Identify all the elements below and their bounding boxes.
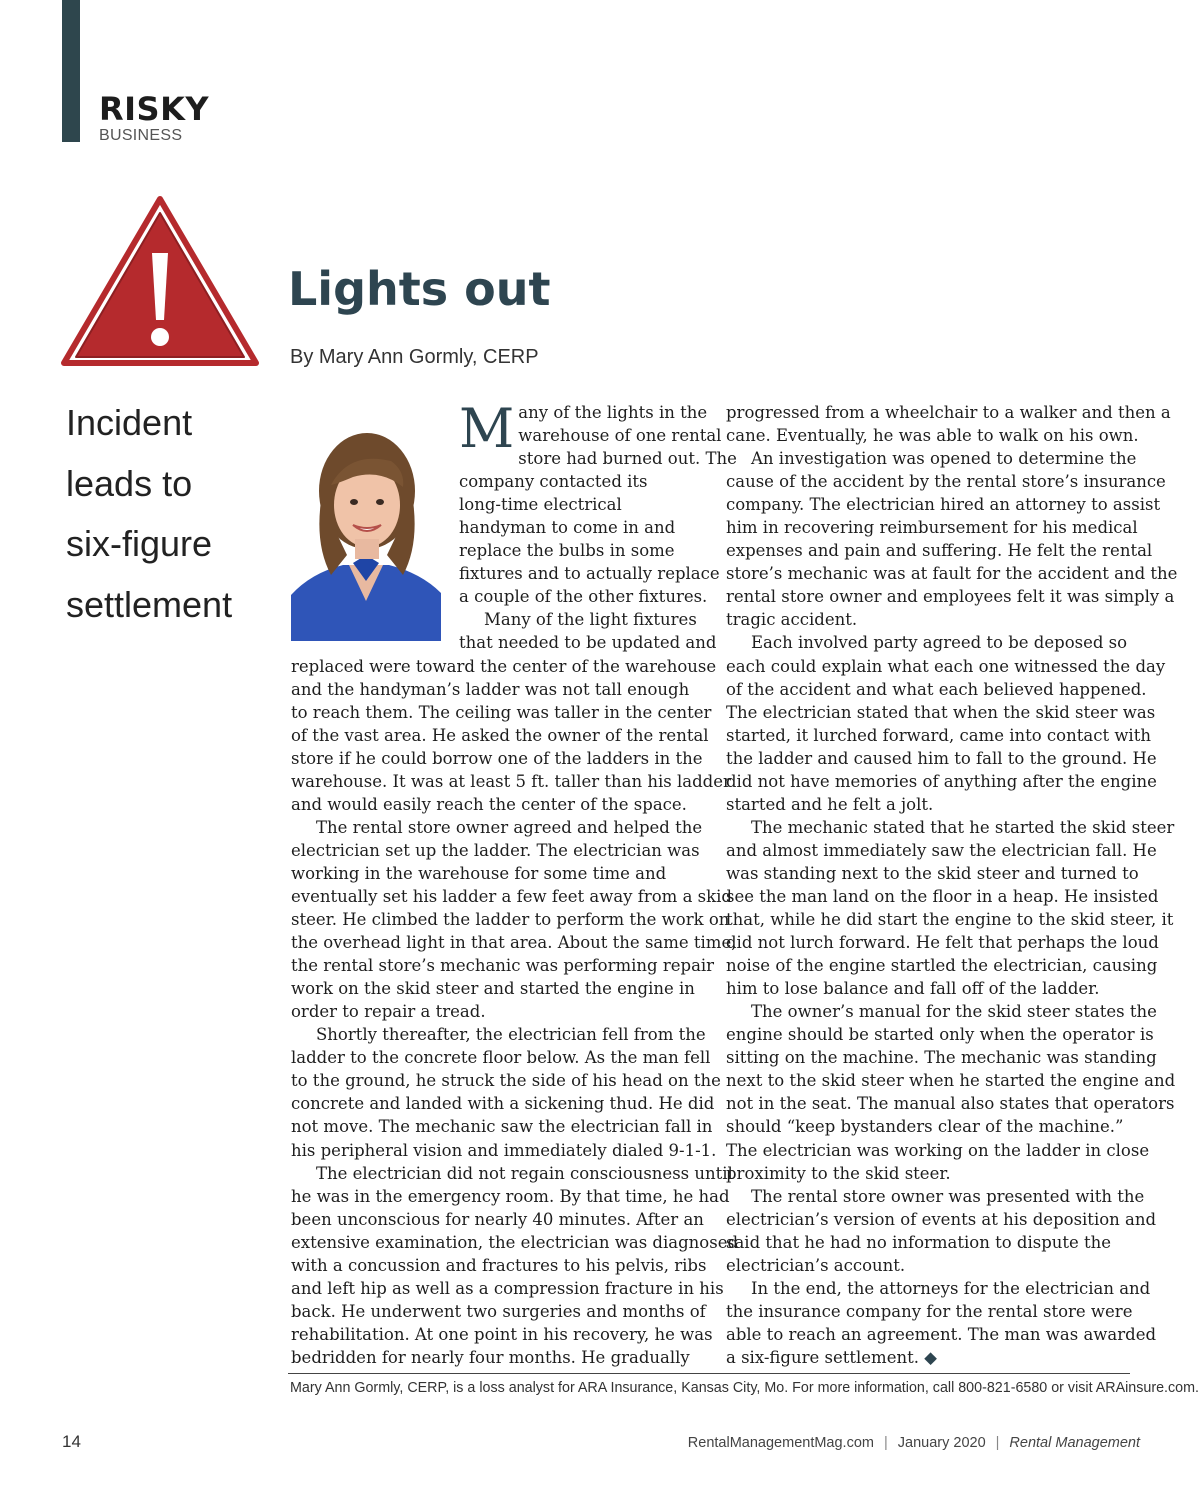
text-line: progressed from a wheelchair to a walker and then a [726, 403, 1171, 422]
text-line: rental store owner and employees felt it was simply a [726, 587, 1175, 607]
text-line: The rental store owner agreed and helped the [316, 817, 703, 837]
text-line: concrete and landed with a sickening thud. He did [291, 1094, 715, 1114]
text-line: and left hip as well as a compression fracture in his [291, 1278, 724, 1298]
text-line: rehabilitation. At one point in his recovery, he was [291, 1324, 713, 1344]
text-line: order to repair a tread. [291, 1002, 486, 1022]
text-line: bedridden for nearly four months. He gradually [291, 1347, 690, 1367]
text-line: him to lose balance and fall off of the ladder. [726, 979, 1100, 999]
text-line: that needed to be updated and [459, 633, 717, 653]
text-line: tragic accident. [726, 610, 858, 630]
text-line: replace the bulbs in some [459, 541, 675, 561]
text-line: to the ground, he struck the side of his head on the [291, 1071, 721, 1091]
text-line: been unconscious for nearly 40 minutes. After an [291, 1209, 704, 1229]
text-line: Many of the light fixtures [484, 610, 697, 630]
text-line: each could explain what each one witnessed the day [726, 656, 1166, 676]
text-line: store had burned out. The [518, 449, 737, 469]
text-line: proximity to the skid steer. [726, 1163, 951, 1183]
text-line: In the end, the attorneys for the electrician and [751, 1278, 1151, 1298]
article-headline: Lights out [288, 262, 551, 316]
article-column-1 [291, 397, 739, 1369]
text-line: Shortly thereafter, the electrician fell from the [316, 1025, 706, 1045]
text-line: replaced were toward the center of the warehouse [291, 656, 717, 676]
text-line: Each involved party agreed to be deposed so [751, 633, 1128, 653]
text-line: did not have memories of anything after the engine [726, 771, 1157, 791]
text-line: able to reach an agreement. The man was awarded [726, 1324, 1157, 1344]
text-line: handyman to come in and [459, 518, 676, 538]
text-line: expenses and pain and suffering. He felt the rental [726, 541, 1153, 561]
text-line: ladder to the concrete floor below. As the man fell [291, 1048, 711, 1068]
section-accent-bar [62, 0, 80, 142]
byline: By Mary Ann Gormly, CERP [290, 346, 539, 368]
text-line: of the accident and what each believed happened. [726, 679, 1147, 699]
text-line: fixtures and to actually replace [459, 564, 720, 584]
pull-quote-line: Incident [66, 402, 193, 443]
text-line: The electrician was working on the ladder in close [726, 1140, 1150, 1160]
pull-quote [66, 393, 266, 635]
author-photo [291, 405, 441, 641]
text-line: with a concussion and fractures to his pelvis, ribs [291, 1255, 707, 1275]
text-line: the rental store’s mechanic was performing repair [291, 956, 715, 976]
pull-quote-line: six-figure [66, 523, 213, 564]
warning-icon [60, 195, 260, 370]
section-title: RISKY [99, 90, 210, 128]
text-line: his peripheral vision and immediately dialed 9-1-1. [291, 1140, 717, 1160]
text-line: sitting on the machine. The mechanic was standing [726, 1048, 1157, 1068]
text-line: cause of the accident by the rental store’s insurance [726, 472, 1166, 492]
text-line: not in the seat. The manual also states that operators [726, 1094, 1175, 1114]
text-line: he was in the emergency room. By that time, he had [291, 1186, 730, 1206]
page-number: 14 [62, 1432, 81, 1451]
text-line: work on the skid steer and started the engine in [291, 979, 695, 999]
text-line: not move. The mechanic saw the electrician fall in [291, 1117, 713, 1137]
text-line: extensive examination, the electrician was diagnosed [291, 1232, 739, 1252]
text-line: started, it lurched forward, came into contact with [726, 725, 1151, 745]
footer-website: RentalManagementMag.com [687, 1435, 874, 1451]
footer-date: January 2020 [897, 1435, 986, 1451]
text-line: company. The electrician hired an attorney to assist [726, 495, 1161, 515]
text-line: cane. Eventually, he was able to walk on his own. [726, 426, 1139, 446]
drop-cap: M [459, 397, 515, 460]
text-line: The owner’s manual for the skid steer states the [751, 1002, 1157, 1022]
text-line: electrician’s version of events at his deposition and [726, 1209, 1157, 1229]
text-line: and the handyman’s ladder was not tall enough [291, 679, 690, 699]
text-line: back. He underwent two surgeries and months of [291, 1301, 706, 1321]
text-line: noise of the engine startled the electrician, causing [726, 956, 1158, 976]
text-line: did not lurch forward. He felt that perhaps the loud [726, 933, 1159, 953]
footer-separator: | [995, 1435, 1000, 1451]
text-line: working in the warehouse for some time and [291, 863, 667, 883]
text-line-last [726, 1346, 1146, 1369]
text-line: said that he had no information to dispute the [726, 1232, 1112, 1252]
text-line: and would easily reach the center of the space. [291, 794, 687, 814]
text-line: store if he could borrow one of the ladders in the [291, 748, 703, 768]
pull-quote-line: settlement [66, 583, 233, 625]
text-line: steer. He climbed the ladder to perform the work on [291, 910, 730, 930]
text-line: that, while he did start the engine to the skid steer, it [726, 910, 1174, 930]
text-line: a couple of the other fixtures. [459, 587, 708, 607]
author-bio: Mary Ann Gormly, CERP, is a loss analyst for ARA Insurance, Kansas City, Mo. For more information, call 800-821-6580 or visit ARAinsure.com. [290, 1380, 1200, 1396]
text-line: and almost immediately saw the electrician fall. He [726, 840, 1157, 860]
text-line: The mechanic stated that he started the skid steer [751, 817, 1175, 837]
text-line: electrician’s account. [726, 1255, 906, 1275]
text-line: engine should be started only when the operator is [726, 1025, 1154, 1045]
footer-magazine: Rental Management [1009, 1435, 1140, 1451]
text-line: An investigation was opened to determine the [751, 449, 1137, 469]
text-line: any of the lights in the [518, 403, 708, 422]
text-line: warehouse of one rental [518, 426, 722, 446]
text-line: of the vast area. He asked the owner of the rental [291, 725, 709, 745]
text-line: to reach them. The ceiling was taller in the center [291, 702, 712, 722]
pull-quote-line: leads to [66, 462, 193, 504]
text-line: the overhead light in that area. About the same time, [291, 933, 737, 953]
text-line: next to the skid steer when he started the engine and [726, 1071, 1176, 1091]
end-mark-icon: ◆ [924, 1347, 937, 1367]
text-line: started and he felt a jolt. [726, 794, 934, 814]
article-column-2 [726, 401, 1178, 1369]
text-line: a six-figure settlement. [726, 1347, 919, 1367]
section-subtitle: BUSINESS [99, 127, 183, 144]
footnote-divider [288, 1373, 1130, 1374]
text-line: long-time electrical [459, 495, 622, 515]
text-line: store’s mechanic was at fault for the accident and the [726, 564, 1178, 584]
text-line: the insurance company for the rental store were [726, 1301, 1133, 1321]
text-line: The electrician stated that when the skid steer was [726, 702, 1156, 722]
text-line: electrician set up the ladder. The electrician was [291, 840, 700, 860]
text-line: was standing next to the skid steer and turned to [726, 863, 1139, 883]
text-line: The electrician did not regain consciousness until [316, 1163, 733, 1183]
page-footer [688, 1435, 1140, 1451]
text-line: warehouse. It was at least 5 ft. taller than his ladder [291, 771, 731, 791]
text-line: see the man land on the floor in a heap. He insisted [726, 886, 1159, 906]
text-line: eventually set his ladder a few feet away from a skid [291, 886, 732, 906]
text-line: should “keep bystanders clear of the machine.” [726, 1117, 1124, 1137]
text-line: the ladder and caused him to fall to the ground. He [726, 748, 1157, 768]
text-line: company contacted its [459, 472, 648, 492]
footer-separator: | [883, 1435, 888, 1451]
text-line: The rental store owner was presented with the [751, 1186, 1145, 1206]
text-line: him in recovering reimbursement for his medical [726, 518, 1138, 538]
